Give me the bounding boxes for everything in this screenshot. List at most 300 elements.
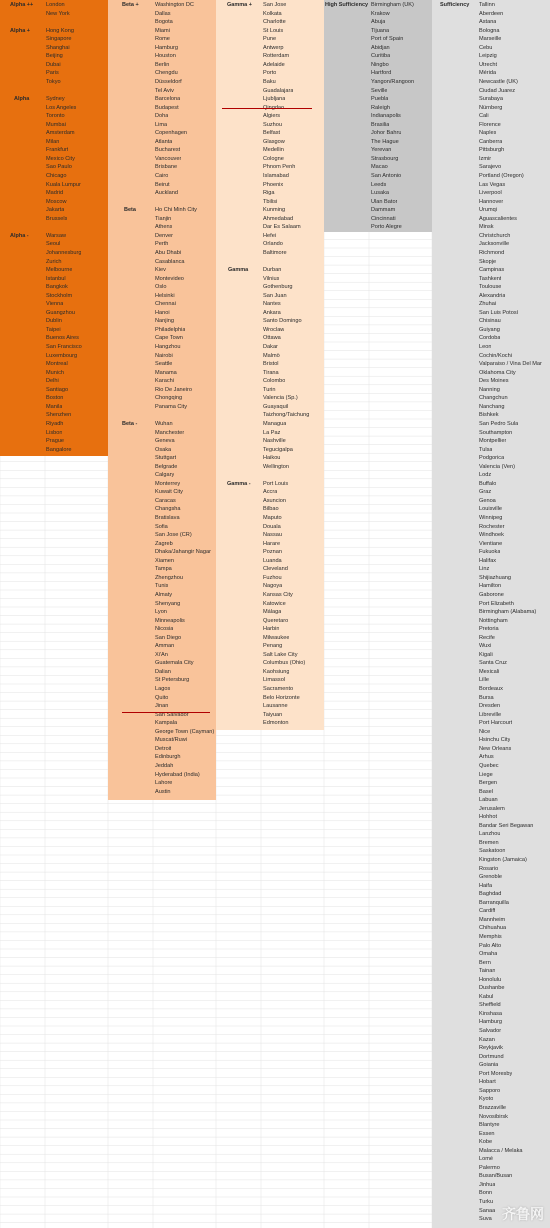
city-cell: Tulsa — [479, 446, 493, 453]
city-cell: Hong Kong — [46, 27, 74, 34]
city-cell: Jinan — [155, 703, 169, 710]
city-cell: Rome — [155, 36, 170, 43]
city-cell: Mumbai — [46, 121, 66, 128]
city-cell: Brussels — [46, 215, 68, 222]
city-cell: Seville — [371, 87, 388, 94]
city-cell: Bangalore — [46, 446, 72, 453]
city-cell: Xi'An — [155, 651, 168, 658]
city-cell: Baghdad — [479, 891, 502, 898]
city-cell: Turku — [479, 1199, 494, 1205]
city-cell: Bordeaux — [479, 686, 503, 692]
city-cell: Budapest — [155, 104, 179, 111]
city-cell: Zagreb — [155, 540, 173, 547]
city-cell: Hyderabad (India) — [155, 771, 200, 778]
city-cell: Genoa — [479, 497, 496, 504]
city-cell: Lille — [479, 677, 489, 684]
city-cell: Shenzhen — [46, 412, 72, 419]
city-cell: Chengdu — [155, 70, 178, 77]
city-cell: Hannover — [479, 198, 504, 205]
city-cell: Harbin — [263, 626, 280, 633]
city-cell: Kaohsiung — [263, 668, 290, 675]
city-cell: Dar Es Salaam — [263, 224, 301, 231]
city-cell: Nairobi — [155, 352, 173, 359]
city-cell: Libreville — [479, 711, 502, 718]
city-cell: Lodz — [479, 472, 492, 479]
city-cell: Hohhot — [479, 814, 498, 821]
city-cell: San Jose (CR) — [155, 532, 192, 539]
city-cell: Lanzhou — [479, 831, 501, 838]
city-cell: Gaborone — [479, 591, 504, 598]
city-cell: Limassol — [263, 677, 286, 684]
city-cell: Pittsburgh — [479, 147, 505, 154]
city-cell: Dallas — [155, 10, 171, 17]
city-cell: Mérida — [479, 70, 497, 77]
city-cell: Leon — [479, 344, 492, 350]
city-cell: Strasbourg — [371, 155, 399, 162]
city-cell: Changchun — [479, 395, 508, 402]
city-cell: Rochester — [479, 523, 505, 530]
city-cell: Luxembourg — [46, 352, 78, 359]
city-cell: Ahmedabad — [263, 215, 294, 222]
city-cell: Alexandria — [479, 292, 506, 299]
city-cell: Halifax — [479, 557, 497, 564]
city-cell: Haikou — [263, 455, 281, 462]
city-cell: Guayaquil — [263, 403, 289, 410]
city-cell: Chicago — [46, 173, 67, 179]
city-cell: Tallinn — [479, 2, 495, 8]
city-cell: Bilbao — [263, 506, 279, 513]
city-cell: Prague — [46, 438, 65, 445]
city-cell: Kobe — [479, 1139, 493, 1146]
city-cell: Des Moines — [479, 378, 509, 385]
city-cell: Perth — [155, 241, 169, 248]
city-cell: Fukuoka — [479, 549, 501, 556]
city-cell: Tijuana — [371, 27, 390, 34]
city-cell: Adelaide — [263, 61, 285, 68]
city-cell: Wellington — [263, 463, 290, 470]
city-cell: Bern — [479, 959, 491, 966]
city-cell: Bonn — [479, 1190, 493, 1197]
city-cell: Cape Town — [155, 335, 183, 342]
city-cell: Palermo — [479, 1164, 500, 1171]
city-cell: Shijiazhuang — [479, 574, 512, 581]
city-cell: Kyoto — [479, 1096, 494, 1103]
city-cell: Suzhou — [263, 121, 282, 128]
city-cell: Bristol — [263, 361, 279, 368]
city-cell: San Pedro Sula — [479, 420, 519, 427]
city-cell: Warsaw — [46, 232, 66, 239]
city-cell: Bishkek — [479, 412, 499, 419]
city-cell: Nashville — [263, 438, 286, 445]
city-cell: Düsseldorf — [155, 78, 182, 85]
city-cell: Honolulu — [479, 976, 502, 983]
city-cell: Hanoi — [155, 309, 170, 316]
city-cell: Helsinki — [155, 292, 175, 299]
city-cell: Tunis — [155, 583, 169, 590]
city-cell: Winnipeg — [479, 515, 503, 521]
city-cell: Edmonton — [263, 720, 289, 727]
city-cell: Sanaa — [479, 1207, 496, 1214]
city-cell: Tianjin — [155, 215, 172, 222]
city-cell: Valencia (Ven) — [479, 463, 515, 470]
city-cell: Auckland — [155, 190, 179, 197]
city-cell: Malmö — [263, 352, 280, 359]
city-cell: Lusaka — [371, 190, 390, 197]
city-cell: Houston — [155, 53, 176, 60]
city-cell: Karachi — [155, 378, 174, 385]
city-cell: Dakar — [263, 344, 278, 350]
city-cell: Nassau — [263, 532, 282, 539]
city-cell: Pune — [263, 36, 277, 43]
city-cell: Port Elizabeth — [479, 600, 514, 607]
city-cell: Athens — [155, 224, 173, 231]
city-cell: Belfast — [263, 130, 281, 137]
tier-label: Gamma - — [227, 480, 251, 487]
city-cell: Ljubljana — [263, 96, 286, 103]
city-cell: Quebec — [479, 762, 499, 769]
city-cell: Sarajevo — [479, 164, 502, 171]
city-cell: Orlando — [263, 241, 283, 248]
city-cell: Abidjan — [371, 44, 390, 51]
city-cell: Taipei — [46, 326, 61, 333]
city-cell: Ciudad Juarez — [479, 87, 516, 94]
city-cell: Recife — [479, 634, 495, 641]
city-cell: Columbus (Ohio) — [263, 660, 306, 667]
city-cell: Tegucigalpa — [263, 446, 293, 453]
city-cell: Belo Horizonte — [263, 694, 300, 701]
city-cell: Lausanne — [263, 703, 288, 710]
city-cell: Kiev — [155, 267, 166, 274]
city-cell: Chisinau — [479, 318, 501, 325]
city-cell: Memphis — [479, 933, 502, 940]
city-cell: Tbilisi — [263, 198, 278, 205]
city-cell: Baku — [263, 78, 276, 85]
city-cell: Zurich — [46, 258, 62, 265]
city-cell: Washington DC — [155, 2, 194, 8]
city-cell: Poznan — [263, 549, 282, 556]
city-cell: Novosibirsk — [479, 1113, 508, 1120]
city-cell: Tokyo — [46, 78, 61, 85]
city-cell: Canberra — [479, 138, 503, 145]
city-cell: Rotterdam — [263, 53, 290, 60]
city-cell: Phoenix — [263, 181, 284, 188]
city-cell: Marseille — [479, 36, 502, 43]
city-cell: Macao — [371, 164, 388, 171]
city-cell: Wroclaw — [263, 326, 285, 333]
city-cell: San Jose — [263, 2, 287, 8]
city-cell: Skopje — [479, 258, 497, 265]
city-cell: Blantyre — [479, 1122, 500, 1129]
city-cell: Salvador — [479, 1028, 502, 1034]
tier-label: Gamma + — [227, 2, 252, 8]
city-cell: Beirut — [155, 181, 170, 188]
city-cell: Jacksonville — [479, 241, 510, 248]
city-cell: Linz — [479, 566, 490, 573]
city-cell: Bucharest — [155, 147, 181, 154]
city-cell: Dushanbe — [479, 985, 505, 992]
city-cell: Maputo — [263, 515, 282, 521]
city-cell: Saskatoon — [479, 848, 506, 855]
city-cell: Barcelona — [155, 96, 181, 103]
city-cell: Geneva — [155, 438, 175, 445]
city-cell: Madrid — [46, 190, 64, 197]
city-cell: Sao Paulo — [46, 164, 72, 171]
city-cell: Boston — [46, 395, 64, 402]
city-cell: Leipzig — [479, 53, 497, 60]
city-cell: Utrecht — [479, 61, 498, 68]
city-cell: Indianapolis — [371, 113, 401, 120]
city-cell: Oslo — [155, 284, 167, 291]
city-cell: Johor Bahru — [371, 130, 402, 137]
city-cell: Santiago — [46, 386, 69, 393]
city-cell: Graz — [479, 489, 492, 496]
city-cell: Brisbane — [155, 164, 178, 171]
city-cell: Denver — [155, 232, 174, 239]
city-cell: Toulouse — [479, 284, 502, 291]
city-cell: Nottingham — [479, 617, 508, 624]
city-cell: Zhuhai — [479, 301, 497, 308]
city-cell: Osaka — [155, 446, 172, 453]
city-cell: Nantes — [263, 301, 281, 308]
city-cell: George Town (Cayman) — [155, 728, 215, 735]
city-cell: Curitiba — [371, 53, 391, 60]
city-cell: Chihuahua — [479, 925, 507, 932]
city-cell: Valparaiso / Vina Del Mar — [479, 361, 542, 368]
city-cell: Aguascalientes — [479, 215, 517, 222]
city-cell: Portland (Oregon) — [479, 173, 524, 179]
city-cell: Bogota — [155, 19, 173, 26]
city-cell: Cleveland — [263, 566, 288, 573]
city-cell: Taiyuan — [263, 711, 283, 718]
city-cell: Florence — [479, 121, 501, 128]
city-cell: Campinas — [479, 267, 505, 274]
city-cell: Atlanta — [155, 138, 173, 145]
tier-label: Beta — [124, 207, 136, 214]
city-cell: Baltimore — [263, 249, 287, 256]
city-cell: Ningbo — [371, 61, 389, 68]
city-cell: Port Harcourt — [479, 720, 513, 727]
city-cell: Mannheim — [479, 916, 506, 923]
city-cell: Vilnius — [263, 275, 280, 282]
city-cell: Managua — [263, 420, 287, 427]
city-cell: Kazan — [479, 1036, 495, 1043]
city-cell: Raleigh — [371, 104, 390, 111]
city-cell: Antwerp — [263, 44, 284, 51]
city-cell: Sofia — [155, 523, 168, 530]
city-cell: Los Angeles — [46, 104, 77, 111]
city-cell: Kansas City — [263, 591, 293, 598]
city-cell: Las Vegas — [479, 181, 506, 188]
city-cell: Ankara — [263, 309, 281, 316]
city-cell: Palo Alto — [479, 942, 502, 949]
city-cell: Hamburg — [479, 1019, 503, 1026]
city-cell: Sacramento — [263, 686, 294, 692]
city-cell: Amsterdam — [46, 130, 75, 137]
city-cell: Tashkent — [479, 275, 502, 282]
city-cell: Chongqing — [155, 395, 183, 402]
city-cell: Jakarta — [46, 207, 65, 214]
city-cell: Naples — [479, 130, 497, 137]
city-cell: Frankfurt — [46, 147, 69, 154]
city-cell: Suva — [479, 1216, 492, 1223]
city-cell: Hobart — [479, 1079, 496, 1086]
city-cell: Harare — [263, 540, 281, 547]
city-cell: Belgrade — [155, 463, 178, 470]
city-cell: Doha — [155, 113, 169, 120]
city-cell: Haifa — [479, 882, 493, 889]
city-cell: Salt Lake City — [263, 651, 298, 658]
city-cell: Colombo — [263, 378, 286, 385]
city-cell: Bremen — [479, 839, 499, 846]
city-cell: Bergen — [479, 780, 498, 787]
city-cell: Cebu — [479, 44, 493, 51]
city-cell: Leeds — [371, 181, 387, 188]
city-cell: Munich — [46, 369, 65, 376]
city-cell: Philadelphia — [155, 326, 186, 333]
city-cell: Miami — [155, 27, 170, 34]
city-cell: Nanjing — [155, 318, 174, 325]
city-cell: Buffalo — [479, 480, 497, 487]
city-cell: Málaga — [263, 609, 282, 616]
city-cell: Accra — [263, 489, 278, 496]
city-cell: Riga — [263, 190, 275, 197]
city-cell: Sapporo — [479, 1087, 501, 1094]
tier-label: Beta + — [122, 2, 139, 8]
city-cell: Lagos — [155, 686, 171, 692]
city-cell: Dammam — [371, 207, 396, 214]
city-cell: Lima — [155, 121, 168, 128]
city-cell: Tel Aviv — [155, 87, 174, 94]
city-cell: Cardiff — [479, 908, 496, 915]
city-cell: Manama — [155, 369, 177, 376]
city-cell: St Louis — [263, 27, 284, 34]
city-cell: Stockholm — [46, 292, 73, 299]
city-cell: Dalian — [155, 668, 171, 675]
city-cell: Oklahoma City — [479, 369, 516, 376]
city-cell: Buenos Aires — [46, 335, 79, 342]
city-cell: Santo Domingo — [263, 318, 302, 325]
divider-mark-beta — [122, 712, 210, 713]
city-cell: Jerusalem — [479, 805, 505, 812]
city-cell: Hsinchu City — [479, 737, 511, 744]
city-cell: Manila — [46, 403, 63, 410]
city-cell: Jeddah — [155, 762, 174, 769]
city-cell: Milan — [46, 138, 60, 145]
city-cell: Cordoba — [479, 335, 501, 342]
city-cell: Ulan Bator — [371, 198, 398, 205]
city-cell: Guadalajara — [263, 87, 294, 94]
city-cell: Vancouver — [155, 155, 182, 162]
city-cell: Wuxi — [479, 643, 492, 650]
city-cell: Port Moresby — [479, 1070, 513, 1077]
city-cell: Glasgow — [263, 138, 285, 145]
city-cell: Beijing — [46, 53, 63, 60]
city-cell: Minneapolis — [155, 617, 185, 624]
city-cell: Hamburg — [155, 44, 179, 51]
city-cell: Istanbul — [46, 275, 66, 282]
city-cell: Katowice — [263, 600, 286, 607]
city-cell: Rosario — [479, 865, 499, 872]
city-cell: Bratislava — [155, 515, 180, 521]
city-cell: Dublin — [46, 318, 62, 325]
city-cell: Nanning — [479, 386, 500, 393]
city-cell: Ottawa — [263, 335, 281, 342]
city-cell: Newcastle (UK) — [479, 78, 518, 85]
city-cell: San Luis Potosí — [479, 309, 519, 316]
city-cell: Muscat/Ruwi — [155, 737, 188, 744]
city-cell: Labuan — [479, 797, 498, 804]
city-cell: Casablanca — [155, 258, 185, 265]
city-cell: Kuwait City — [155, 489, 183, 496]
city-cell: Aberdeen — [479, 10, 504, 17]
city-cell: Shenyang — [155, 600, 181, 607]
city-cell: Islamabad — [263, 173, 289, 179]
city-cell: Birmingham (Alabama) — [479, 609, 537, 616]
city-cell: Luanda — [263, 557, 282, 564]
city-cell: Riyadh — [46, 420, 64, 427]
city-cell: Tainan — [479, 968, 496, 975]
city-cell: San Diego — [155, 634, 182, 641]
city-cell: Southampton — [479, 429, 513, 436]
city-cell: Fuzhou — [263, 574, 282, 581]
city-cell: St Petersburg — [155, 677, 190, 684]
city-cell: Zhengzhou — [155, 574, 183, 581]
city-cell: San Francisco — [46, 344, 82, 350]
city-cell: Turin — [263, 386, 276, 393]
city-cell: Porto Alegre — [371, 224, 402, 231]
tier-label: Beta - — [122, 420, 138, 427]
city-cell: Nanchang — [479, 403, 505, 410]
city-cell: Melbourne — [46, 267, 73, 274]
city-cell: Grenoble — [479, 874, 503, 881]
city-cell: Bologna — [479, 27, 500, 34]
city-cell: Kolkata — [263, 10, 282, 17]
city-cell: Panama City — [155, 403, 188, 410]
city-cell: Ho Chi Minh City — [155, 207, 197, 214]
city-cell: Monterrey — [155, 480, 181, 487]
city-cell: Nagoya — [263, 583, 283, 590]
city-cell: Berlin — [155, 61, 170, 68]
city-cell: Kinshasa — [479, 1010, 503, 1017]
city-cell: Yangon/Rangoon — [371, 78, 415, 85]
city-cell: Christchurch — [479, 232, 511, 239]
city-cell: The Hague — [371, 138, 399, 145]
city-cell: San Antonio — [371, 173, 402, 179]
city-cell: Bangkok — [46, 284, 68, 291]
city-cell: La Paz — [263, 429, 281, 436]
city-cell: Nürnberg — [479, 104, 503, 111]
city-cell: Busan/Busan — [479, 1173, 513, 1180]
city-cell: Manchester — [155, 429, 185, 436]
city-cell: Changsha — [155, 506, 181, 513]
city-cell: Abuja — [371, 19, 386, 26]
city-cell: Hamilton — [479, 583, 502, 590]
city-cell: Xiamen — [155, 557, 174, 564]
tier-label: Sufficiency — [440, 2, 470, 8]
city-cell: Dhaka/Jahangir Nagar — [155, 549, 211, 556]
city-cell: Algiers — [263, 113, 281, 120]
tier-label: High Sufficiency — [325, 2, 369, 8]
city-cell: Mexicali — [479, 668, 500, 675]
city-cell: Hangzhou — [155, 344, 181, 350]
city-cell: Seattle — [155, 361, 173, 368]
city-cell: Rio De Janeiro — [155, 386, 192, 393]
city-cell: Santa Cruz — [479, 660, 507, 667]
city-cell: Brasilia — [371, 121, 390, 128]
city-cell: Lahore — [155, 780, 173, 787]
city-cell: Johannesburg — [46, 249, 82, 256]
city-cell: Urumqi — [479, 207, 498, 214]
